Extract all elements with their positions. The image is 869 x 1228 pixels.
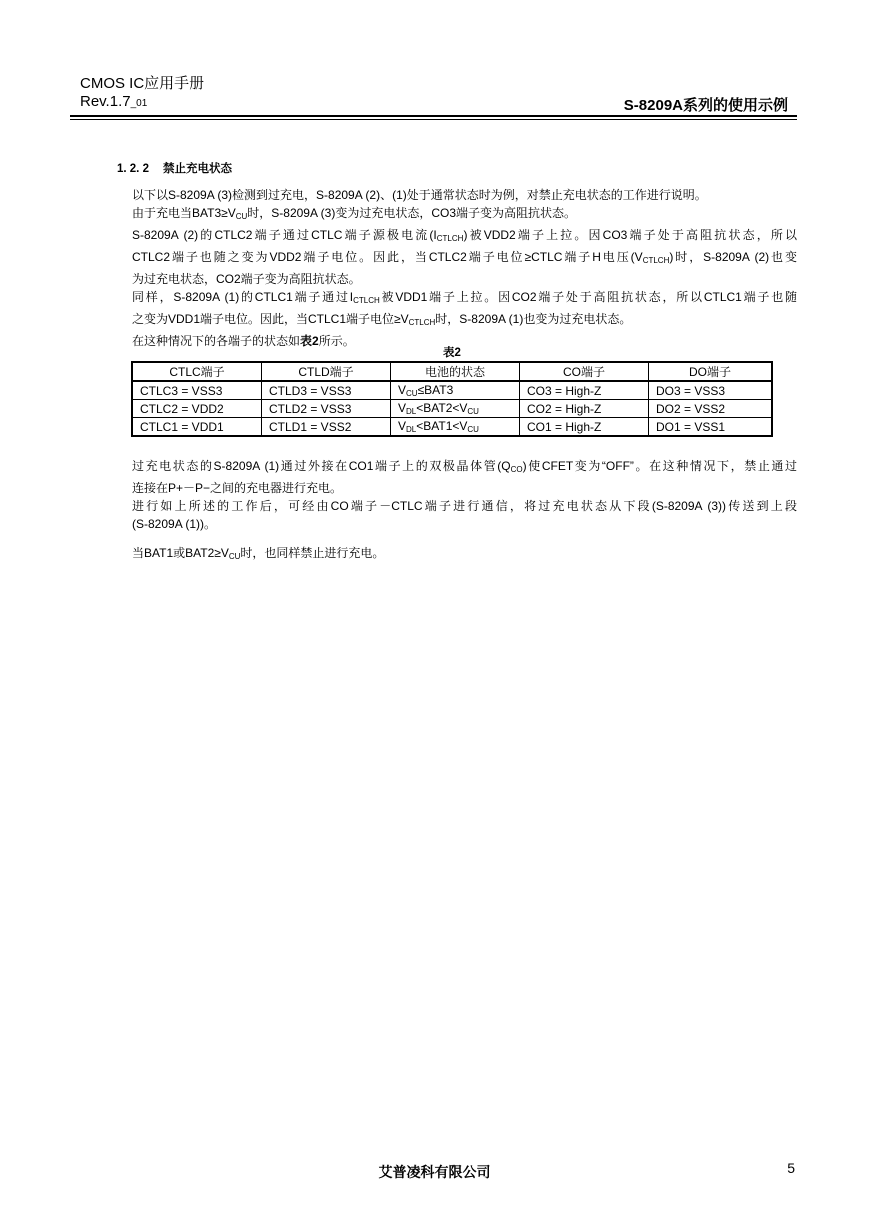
table-cell: $V_{DL}<BAT1<V_{CU}$ [391,418,520,437]
table-header-cell: DO端子 [649,362,773,381]
revision [80,93,147,110]
table-cell: CTLD3 = VSS3 [262,381,391,400]
table-reference: 表2 [300,334,319,348]
paragraph-line: S-8209A (2)的CTLC2端子通过CTLC端子源极电流$(I_{CTLCH})$被VDD2端子上拉。因CO3端子处于高阻抗状态，所以 [132,228,797,243]
table-cell: CTLC3 = VSS3 [132,381,262,400]
revision-sub: _01 [130,98,148,109]
table-cell: $V_{DL}<BAT2<V_{CU}$ [391,400,520,418]
paragraph-line: 在这种情况下的各端子的状态如表2所示。 [132,334,355,348]
paragraph-line: 过充电状态的S-8209A (1)通过外接在CO1端子上的双极晶体管$(Q_{CO})$使CFET变为“OFF”。在这种情况下，禁止通过 [132,459,797,474]
section-number: 1. 2. 2 [117,163,149,175]
paragraph-line: 由于充电当$BAT3\ge V_{CU}$时，S-8209A (3)变为过充电状态，CO3端子变为高阻抗状态。 [132,206,576,221]
paragraph-line: 进行如上所述的工作后，可经由CO端子－CTLC端子进行通信，将过充电状态从下段(S-8209A (3))传送到上段 [132,499,797,513]
header-rule-thick [70,115,797,117]
footer-company: 艾普凌科有限公司 [378,1164,491,1180]
table-header-cell: 电池的状态 [391,362,520,381]
paragraph-line: 连接在P+－P−之间的充电器进行充电。 [132,481,343,495]
table-header-cell: CTLD端子 [262,362,391,381]
table-cell: DO1 = VSS1 [649,418,773,437]
table-cell: $V_{CU}\le BAT3$ [391,381,520,400]
revision-main: Rev.1.7 [80,93,131,110]
table-header-cell: CO端子 [520,362,649,381]
terminal-state-table [131,361,773,437]
table-cell: CTLC1 = VDD1 [132,418,262,437]
paragraph-line: 之变为VDD1端子电位。因此，当CTLC1端子电位$\ge V_{CTLCH}$时，S-8209A (1)也变为过充电状态。 [132,312,632,327]
table-cell: CTLC2 = VDD2 [132,400,262,418]
paragraph-line: CTLC2端子也随之变为VDD2端子电位。因此，当CTLC2端子电位≥CTLC端子H电压$(V_{CTLCH})$时，S-8209A (2)也变 [132,250,797,265]
table-header-row [132,362,772,381]
table-header-cell: CTLC端子 [132,362,262,381]
table-cell: CTLD1 = VSS2 [262,418,391,437]
paragraph-line: 以下以S-8209A (3)检测到过充电，S-8209A (2)、(1)处于通常状态时为例，对禁止充电状态的工作进行说明。 [132,188,707,202]
doc-title: CMOS IC应用手册 [80,75,205,92]
page-number: 5 [787,1160,795,1176]
paragraph-line: 当BAT1或$BAT2\ge V_{CU}$时，也同样禁止进行充电。 [132,546,385,561]
table-cell: CO3 = High-Z [520,381,649,400]
table-cell: CO1 = High-Z [520,418,649,437]
paragraph-inhibit [132,457,797,533]
header-rule-thin [70,119,797,120]
table-cell: DO3 = VSS3 [649,381,773,400]
section-heading [117,160,232,176]
paragraph-note [132,544,797,566]
table-cell: CTLD2 = VSS3 [262,400,391,418]
table-row [132,418,772,437]
table-cell: CO2 = High-Z [520,400,649,418]
section-title: 禁止充电状态 [162,163,232,175]
section-header-title: S-8209A系列的使用示例 [623,97,788,114]
paragraph-line: 为过充电状态，CO2端子变为高阻抗状态。 [132,272,361,286]
paragraph-line: (S-8209A (1))。 [132,517,217,531]
paragraph-line: 同样，S-8209A (1)的CTLC1端子通过$I_{CTLCH}$被VDD1端子上拉。因CO2端子处于高阻抗状态，所以CTLC1端子也随 [132,290,797,305]
table-row [132,381,772,400]
table-row [132,400,772,418]
paragraph-intro [132,186,797,350]
table-caption: 表2 [443,347,461,359]
table-cell: DO2 = VSS2 [649,400,773,418]
